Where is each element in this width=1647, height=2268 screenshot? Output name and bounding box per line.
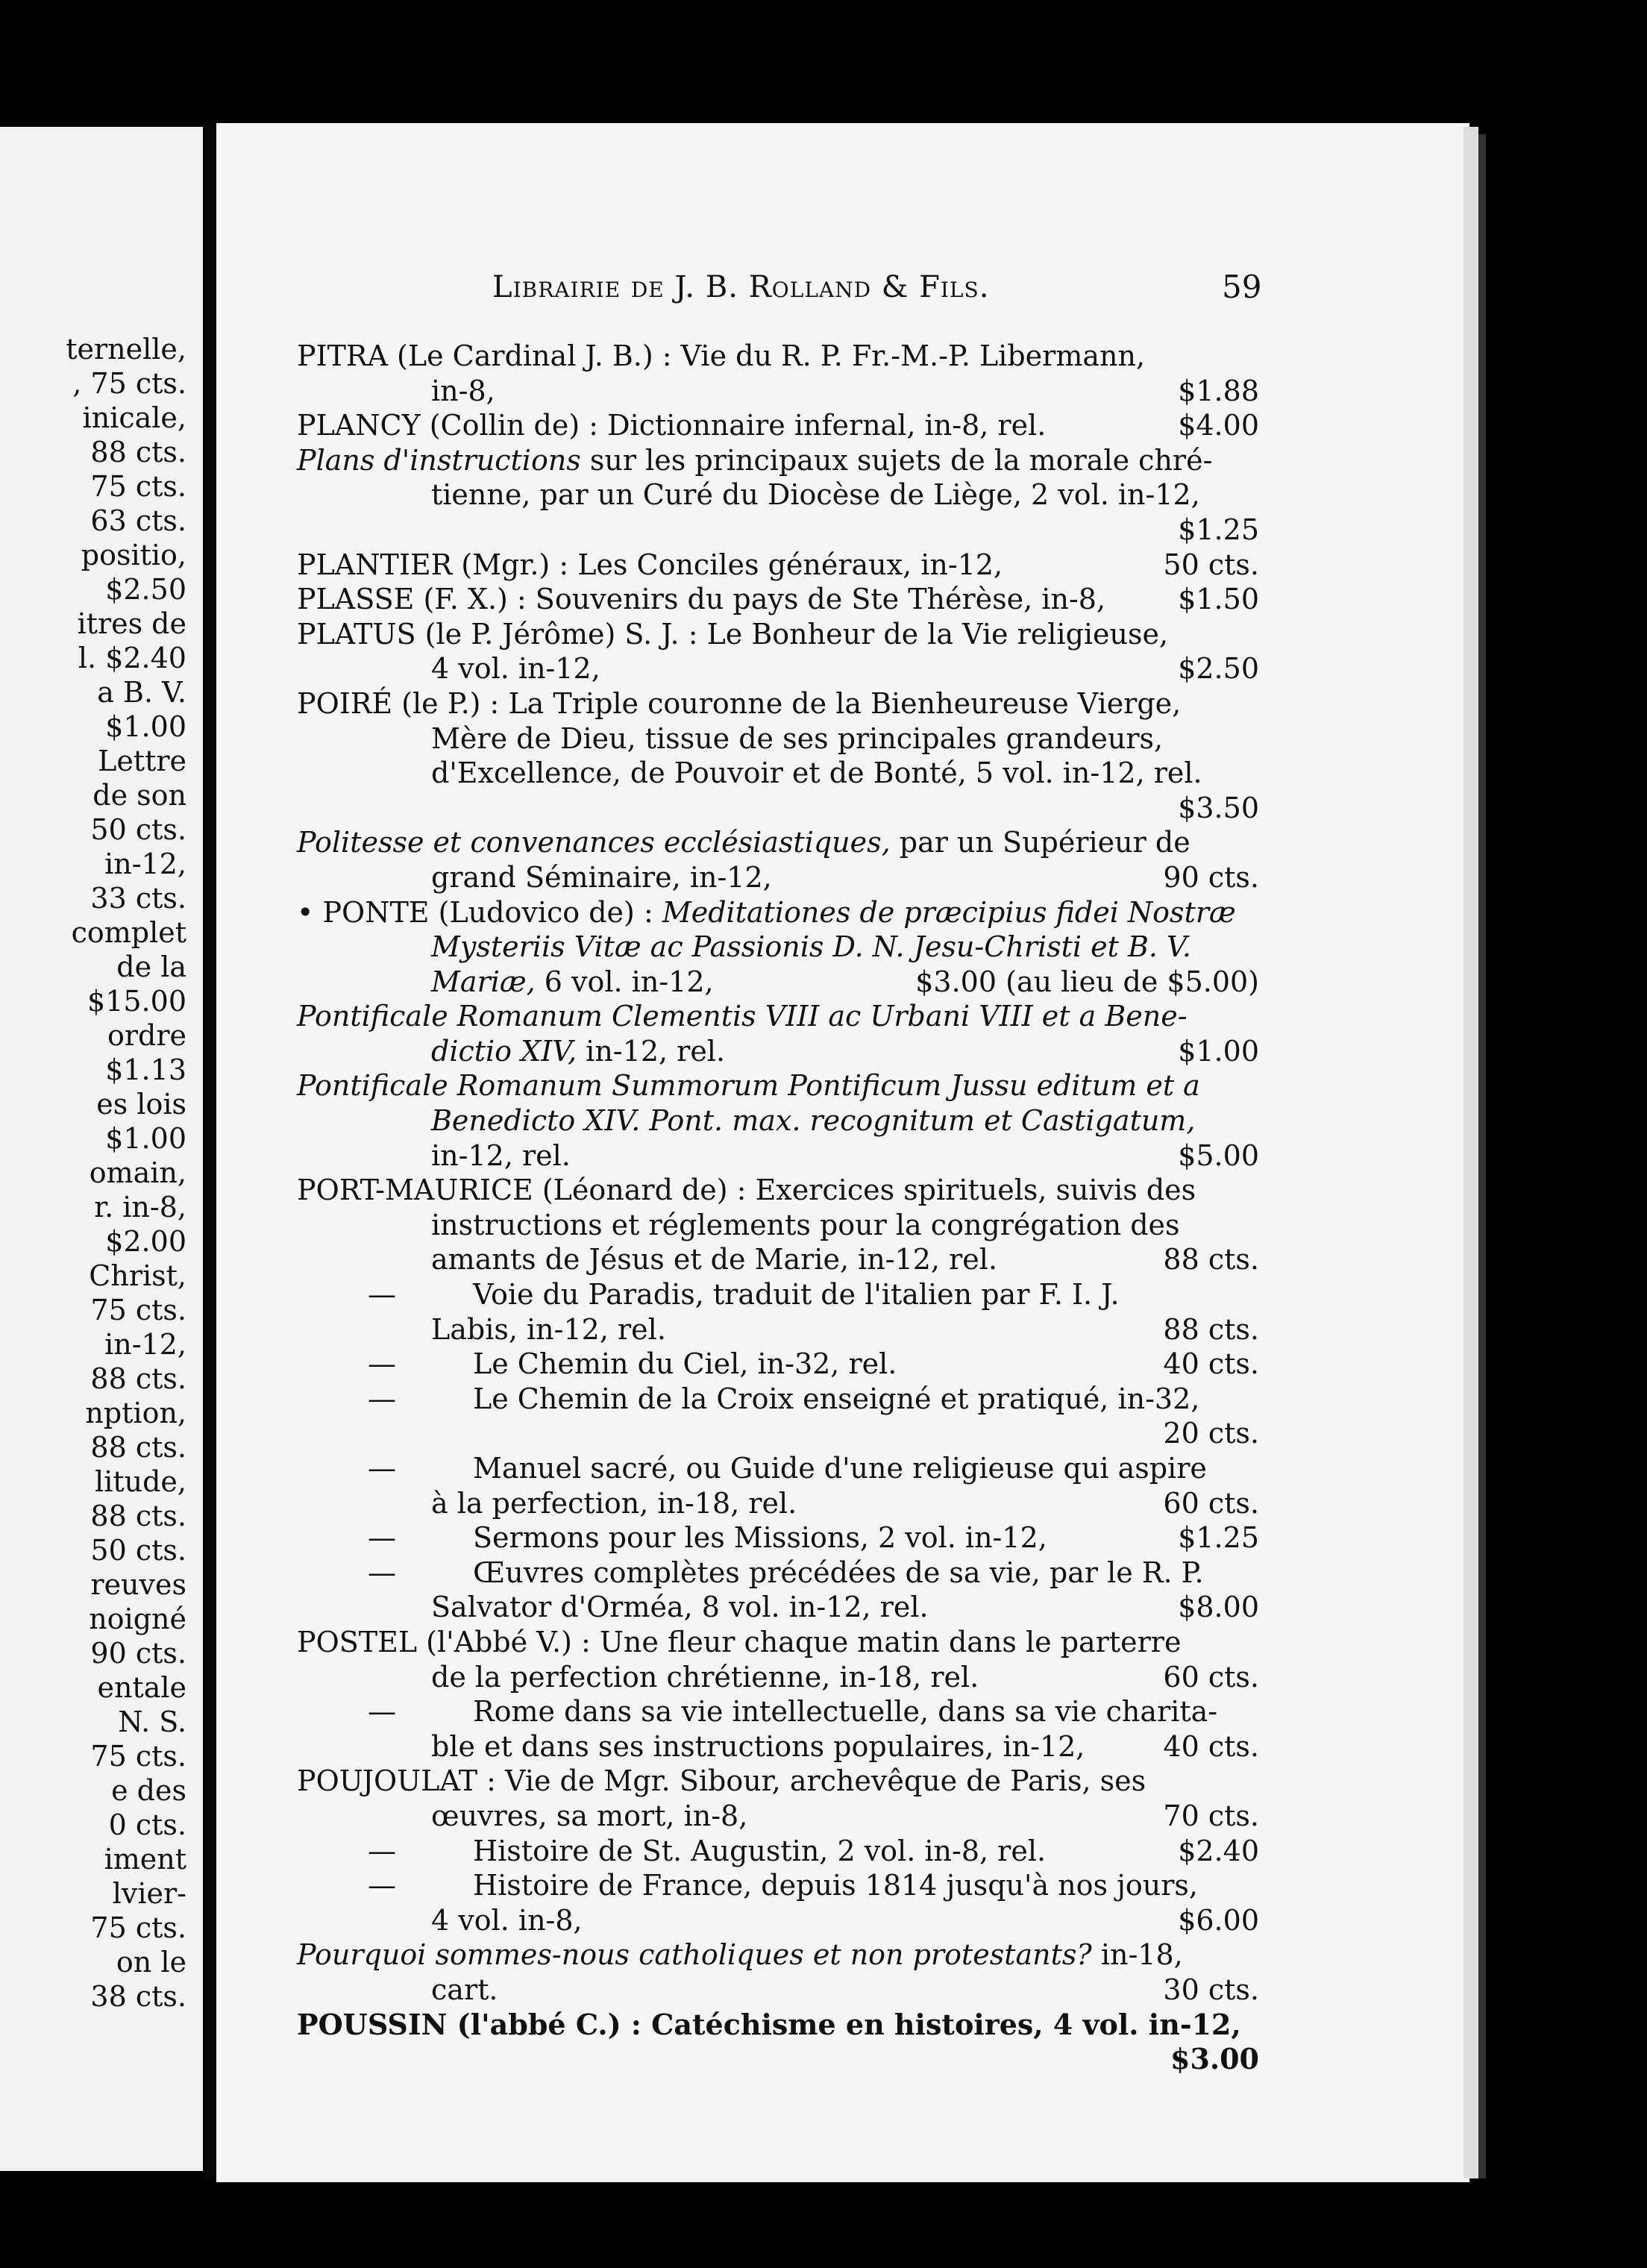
facing-page-line: $1.13 [105, 1053, 186, 1086]
catalog-line [297, 1937, 1259, 1973]
facing-page-line: nption, [85, 1397, 186, 1429]
facing-page-line: 88 cts. [90, 436, 186, 469]
catalog-line [297, 1520, 1259, 1556]
catalog-line-text: in-12, rel. [431, 1138, 571, 1172]
catalog-line-text: ble et dans ses instructions populaires, in-12, [431, 1729, 1085, 1763]
catalog-line [297, 825, 1259, 860]
catalog-price: 70 cts. [1163, 1799, 1259, 1832]
catalog-line-text: PITRA (Le Cardinal J. B.) : Vie du R. P. Fr.-M.-P. Libermann, [297, 339, 1146, 372]
catalog-line-text: amants de Jésus et de Marie, in-12, rel. [431, 1243, 997, 1276]
facing-page-line: $15.00 [87, 985, 186, 1018]
catalog-line-text: Voie du Paradis, traduit de l'italien par F. I. J. [473, 1278, 1120, 1312]
running-head [492, 270, 989, 304]
catalog-price: $6.00 [1178, 1903, 1259, 1937]
catalog-line-text: Histoire de St. Augustin, 2 vol. in-8, rel. [473, 1834, 1047, 1867]
catalog-line-text: PLANCY (Collin de) : Dictionnaire infernal, in-8, rel. [297, 409, 1047, 442]
catalog-line-text [297, 825, 1190, 860]
catalog-line [297, 408, 1259, 443]
catalog-line-text [297, 895, 1236, 930]
catalog-price: $8.00 [1178, 1591, 1259, 1624]
facing-page-line: ordre [107, 1019, 186, 1052]
facing-page-line: in-12, [104, 1328, 186, 1361]
catalog-line-text: tienne, par un Curé du Diocèse de Liège, 2 vol. in-12, [431, 478, 1200, 512]
running-head-prefix: Librairie de [492, 270, 665, 304]
catalog-price: $3.00 (au lieu de $5.00) [915, 965, 1259, 998]
facing-page-line: 90 cts. [90, 1637, 186, 1670]
ditto-dash: — [368, 1834, 396, 1867]
catalog-line-text [431, 1034, 725, 1069]
catalog-line [297, 1382, 1259, 1417]
facing-page-left [0, 127, 203, 2171]
catalog-line [297, 443, 1259, 478]
catalog-line-text: Labis, in-12, rel. [431, 1312, 666, 1346]
facing-page-line: r. in-8, [94, 1191, 186, 1224]
ditto-dash: — [368, 1382, 396, 1415]
catalog-line-text: de la perfection chrétienne, in-18, rel. [431, 1660, 979, 1694]
catalog-line-part: sur les principaux sujets de la morale chré- [580, 443, 1213, 477]
catalog-line-text: Pontificale Romanum Summorum Pontificum Jussu editum et a [297, 1069, 1200, 1103]
facing-page-line: 38 cts. [90, 1980, 186, 2013]
catalog-line [297, 1068, 1259, 1103]
facing-page-line: $2.00 [105, 1225, 186, 1258]
catalog-price: $4.00 [1178, 409, 1259, 442]
catalog-line-text: POSTEL (l'Abbé V.) : Une fleur chaque matin dans le parterre [297, 1625, 1182, 1658]
ditto-dash: — [368, 1521, 396, 1555]
catalog-line [297, 686, 1259, 721]
catalog-line [297, 1660, 1259, 1695]
catalog-line-part: in-18, [1091, 1938, 1183, 1972]
catalog-line [297, 1694, 1259, 1729]
facing-page-line: entale [97, 1671, 186, 1704]
catalog-line-part: 6 vol. in-12, [535, 965, 714, 998]
page-rim [1478, 134, 1486, 2178]
catalog-line [297, 1799, 1259, 1834]
catalog-line-part: Pourquoi sommes-nous catholiques et non protestants? [297, 1938, 1092, 1972]
catalog-line [297, 1138, 1259, 1174]
catalog-line-part: in-12, rel. [577, 1034, 726, 1068]
catalog-price: 50 cts. [1163, 548, 1259, 581]
catalog-line [297, 1556, 1259, 1591]
catalog-line-text: in-8, [431, 374, 495, 407]
catalog-line-text: Mère de Dieu, tissue de ses principales grandeurs, [431, 721, 1164, 755]
catalog-line-text: Sermons pour les Missions, 2 vol. in-12, [473, 1521, 1047, 1555]
catalog-line [297, 1451, 1259, 1486]
catalog-line [297, 895, 1259, 930]
catalog-line-text: œuvres, sa mort, in-8, [431, 1799, 748, 1832]
catalog-price: 60 cts. [1163, 1486, 1259, 1520]
catalog-line-text: cart. [431, 1973, 498, 2006]
catalog-line-text: PLATUS (le P. Jérôme) S. J. : Le Bonheur de la Vie religieuse, [297, 617, 1169, 651]
catalog-line-text: instructions et réglements pour la congrégation des [431, 1208, 1180, 1241]
catalog-line [297, 1034, 1259, 1069]
catalog-line-text: Mysteriis Vitæ ac Passionis D. N. Jesu-Christi et B. V. [431, 930, 1191, 964]
catalog-line-text: 4 vol. in-8, [431, 1903, 583, 1937]
catalog-price: 30 cts. [1163, 1973, 1259, 2006]
catalog-price: 88 cts. [1163, 1312, 1259, 1346]
facing-page-line: in-12, [104, 848, 186, 880]
catalog-line-text: Salvator d'Orméa, 8 vol. in-12, rel. [431, 1591, 929, 1624]
catalog-line-text: POIRÉ (le P.) : La Triple couronne de la Bienheureuse Vierge, [297, 686, 1182, 720]
facing-page-line: iment [104, 1843, 186, 1876]
facing-page-line: positio, [81, 539, 186, 571]
facing-page-line: 75 cts. [90, 470, 186, 503]
catalog-line-text: d'Excellence, de Pouvoir et de Bonté, 5 vol. in-12, rel. [431, 756, 1202, 790]
catalog-line-text: PORT-MAURICE (Léonard de) : Exercices spirituels, suivis des [297, 1174, 1196, 1207]
catalog-line-text: Benedicto XIV. Pont. max. recognitum et Castigatum, [431, 1104, 1196, 1138]
facing-page-line: $1.00 [105, 1122, 186, 1155]
catalog-line [297, 1903, 1259, 1938]
catalog-line [297, 930, 1259, 965]
facing-page-line: 75 cts. [90, 1911, 186, 1944]
catalog-line [297, 513, 1259, 548]
facing-page-line: noigné [89, 1603, 186, 1635]
facing-page-line: 75 cts. [90, 1294, 186, 1326]
catalog-line [297, 860, 1259, 895]
catalog-line-part: Mariæ, [431, 965, 536, 998]
ditto-dash: — [368, 1556, 396, 1589]
facing-page-line: l. $2.40 [78, 642, 186, 674]
page-edge [1464, 127, 1478, 2178]
catalog-price: $3.00 [1170, 2042, 1259, 2076]
facing-page-line: reuves [90, 1568, 186, 1601]
ditto-dash: — [368, 1278, 396, 1312]
catalog-line [297, 582, 1259, 617]
catalog-line-text: Histoire de France, depuis 1814 jusqu'à nos jours, [473, 1869, 1198, 1902]
catalog-line-text: Œuvres complètes précédées de sa vie, par le R. P. [473, 1556, 1204, 1589]
catalog-line [297, 1347, 1259, 1382]
facing-page-line: 88 cts. [90, 1431, 186, 1464]
catalog-price: $1.25 [1178, 1521, 1259, 1555]
catalog-line [297, 1590, 1259, 1625]
facing-page-line: Lettre [98, 745, 186, 777]
catalog-line [297, 791, 1259, 826]
catalog-price: $1.50 [1178, 583, 1259, 616]
catalog-line-part: Plans d'instructions [297, 443, 581, 477]
facing-page-line: Christ, [89, 1259, 186, 1292]
catalog-price: 20 cts. [1163, 1417, 1259, 1450]
facing-page-line: lvier- [112, 1877, 186, 1910]
catalog-line-text: PLANTIER (Mgr.) : Les Conciles généraux, in-12, [297, 548, 1003, 581]
catalog-price: $1.25 [1178, 513, 1259, 546]
catalog-line [297, 1834, 1259, 1869]
facing-page-line: 0 cts. [108, 1808, 186, 1841]
facing-page-line: 50 cts. [90, 813, 186, 846]
catalog-line-part: Meditationes de præcipius fidei Nostræ [662, 895, 1236, 929]
catalog-line [297, 339, 1259, 374]
facing-page-line: complet [71, 916, 186, 949]
catalog-line [297, 1486, 1259, 1521]
catalog-line [297, 2008, 1259, 2043]
catalog-line [297, 1973, 1259, 2008]
catalog-price: $2.40 [1178, 1834, 1259, 1867]
catalog-line-text: POUJOULAT : Vie de Mgr. Sibour, archevêque de Paris, ses [297, 1764, 1146, 1798]
catalog-price: $1.88 [1178, 374, 1259, 407]
catalog-line-text: Rome dans sa vie intellectuelle, dans sa vie charita- [473, 1695, 1218, 1729]
catalog-line [297, 477, 1259, 513]
catalog-line [297, 548, 1259, 583]
catalog-line-part: • PONTE (Ludovico de) : [297, 895, 662, 929]
catalog-line-text: 4 vol. in-12, [431, 652, 600, 686]
catalog-line-text [431, 965, 714, 1000]
ditto-dash: — [368, 1347, 396, 1381]
facing-page-line: $2.50 [105, 573, 186, 606]
ditto-dash: — [368, 1452, 396, 1485]
catalog-line [297, 999, 1259, 1034]
catalog-price: $2.50 [1178, 652, 1259, 686]
catalog-price: $3.50 [1178, 791, 1259, 824]
catalog-price: 60 cts. [1163, 1660, 1259, 1694]
catalog-line [297, 374, 1259, 409]
facing-page-line: omain, [89, 1156, 186, 1189]
catalog-line [297, 721, 1259, 756]
facing-page-line: 33 cts. [90, 882, 186, 915]
catalog-line-text [297, 443, 1212, 478]
catalog-line-text: Le Chemin du Ciel, in-32, rel. [473, 1347, 897, 1381]
catalog-line [297, 1277, 1259, 1312]
facing-page-line: on le [116, 1946, 186, 1979]
catalog-line-text: Le Chemin de la Croix enseigné et pratiqué, in-32, [473, 1382, 1200, 1415]
facing-page-line: inicale, [82, 401, 186, 434]
running-head-initials: J. B. [674, 270, 738, 304]
catalog-line [297, 1416, 1259, 1451]
catalog-price: $1.00 [1178, 1034, 1259, 1068]
facing-page-line: litude, [95, 1465, 186, 1498]
facing-page-line: de son [92, 779, 186, 812]
catalog-line [297, 1764, 1259, 1799]
facing-page-line: a B. V. [97, 676, 186, 709]
catalog-entries [297, 339, 1259, 2077]
ditto-dash: — [368, 1695, 396, 1729]
catalog-line [297, 1208, 1259, 1243]
catalog-line [297, 1729, 1259, 1764]
catalog-line [297, 1173, 1259, 1208]
facing-page-line: ternelle, [66, 333, 186, 366]
facing-page-line: e des [111, 1774, 186, 1807]
catalog-price: $5.00 [1178, 1138, 1259, 1172]
facing-page-line: , 75 cts. [72, 367, 186, 400]
catalog-line-text: PLASSE (F. X.) : Souvenirs du pays de Ste Thérèse, in-8, [297, 583, 1106, 616]
catalog-line [297, 965, 1259, 1000]
catalog-price: 90 cts. [1163, 860, 1259, 894]
catalog-line [297, 1103, 1259, 1138]
facing-page-line: N. S. [118, 1705, 186, 1738]
catalog-line [297, 1868, 1259, 1903]
catalog-price: 40 cts. [1163, 1729, 1259, 1763]
facing-page-line: 75 cts. [90, 1740, 186, 1773]
facing-page-line: 88 cts. [90, 1362, 186, 1395]
catalog-price: 88 cts. [1163, 1243, 1259, 1276]
catalog-line-part: par un Supérieur de [890, 826, 1190, 859]
catalog-line [297, 651, 1259, 686]
facing-page-line: 50 cts. [90, 1534, 186, 1567]
catalog-line-part: Politesse et convenances ecclésiastiques, [297, 826, 891, 859]
facing-page-text [0, 332, 186, 2014]
facing-page-line: de la [116, 950, 186, 983]
catalog-line-text: POUSSIN (l'abbé C.) : Catéchisme en histoires, 4 vol. in-12, [297, 2007, 1241, 2041]
catalog-line [297, 617, 1259, 652]
facing-page-line: itres de [77, 607, 186, 640]
catalog-line-text: grand Séminaire, in-12, [431, 860, 772, 894]
catalog-line [297, 1625, 1259, 1660]
facing-page-line: 63 cts. [90, 504, 186, 537]
catalog-line-text: Manuel sacré, ou Guide d'une religieuse qui aspire [473, 1452, 1207, 1485]
catalog-line [297, 1242, 1259, 1277]
catalog-line-text [297, 1937, 1183, 1973]
catalog-price: 40 cts. [1163, 1347, 1259, 1381]
catalog-line [297, 1312, 1259, 1347]
facing-page-line: es lois [96, 1088, 186, 1121]
catalog-line-part: dictio XIV, [431, 1034, 577, 1068]
catalog-line-text: à la perfection, in-18, rel. [431, 1486, 797, 1520]
page-number: 59 [1222, 269, 1262, 305]
running-head-name: Rolland & Fils. [748, 270, 990, 304]
facing-page-line: $1.00 [105, 710, 186, 743]
facing-page-line: 88 cts. [90, 1500, 186, 1532]
catalog-line [297, 2042, 1259, 2077]
catalog-line [297, 756, 1259, 791]
catalog-line-text: Pontificale Romanum Clementis VIII ac Urbani VIII et a Bene- [297, 1000, 1188, 1033]
ditto-dash: — [368, 1869, 396, 1902]
